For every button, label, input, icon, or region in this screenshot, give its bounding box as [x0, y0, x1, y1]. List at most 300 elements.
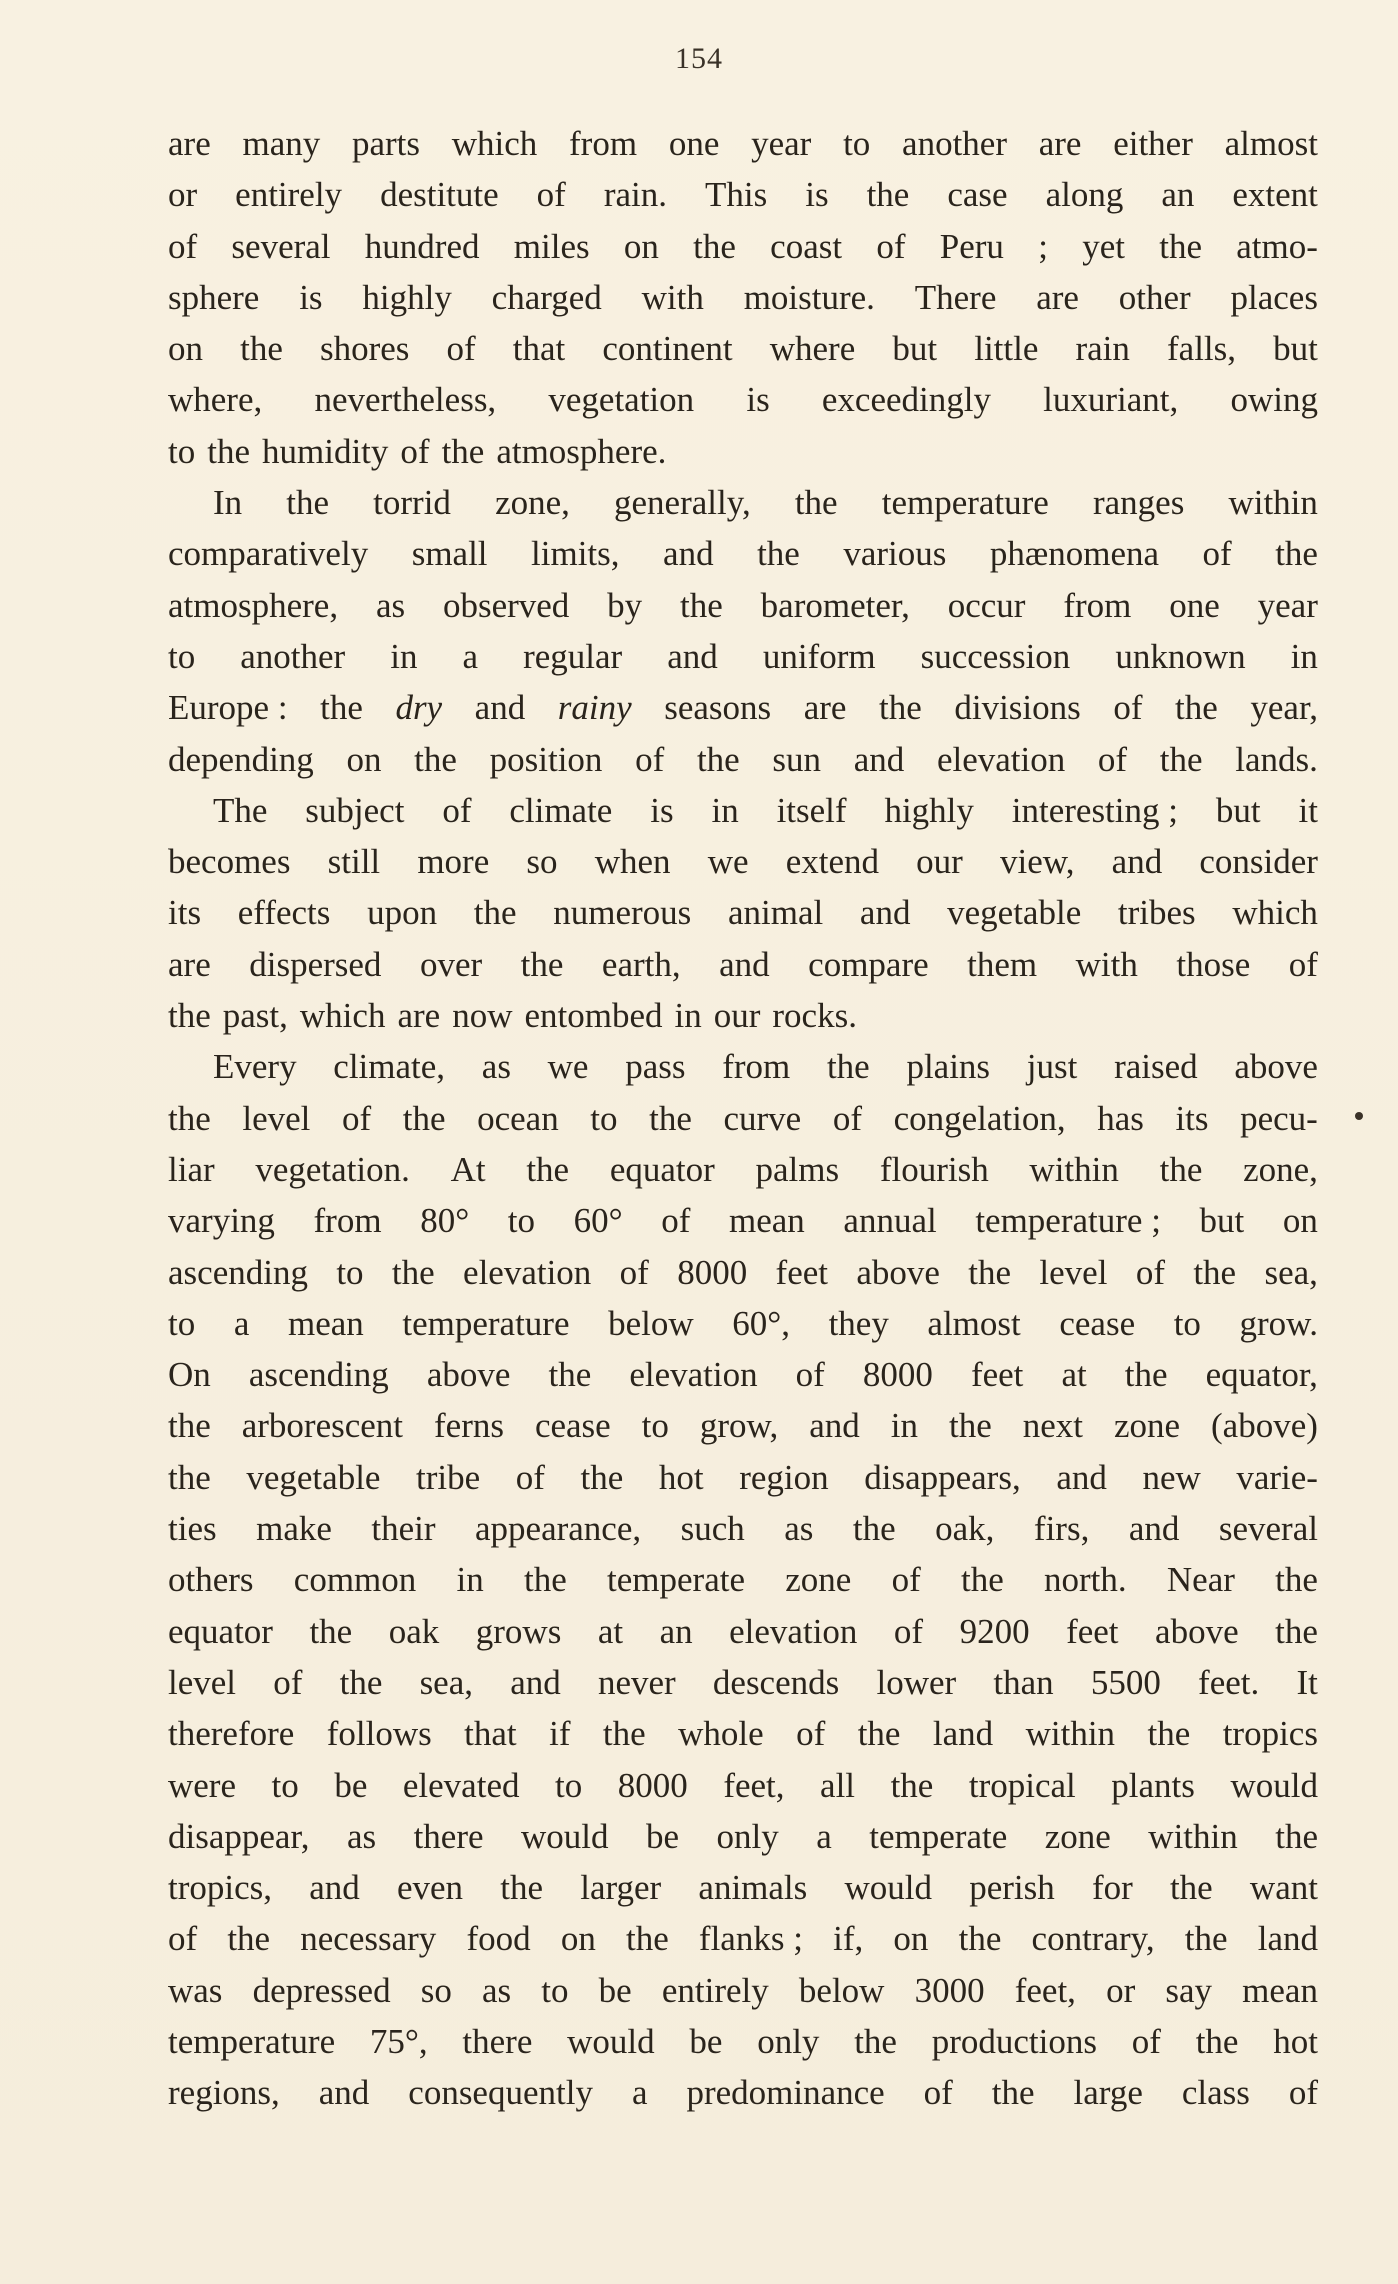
word: yet [1082, 226, 1125, 266]
word: of [273, 1662, 303, 1702]
word: sphere [168, 277, 260, 317]
text-line [168, 1144, 1318, 1195]
word: is [746, 380, 770, 420]
word: 60° [573, 1201, 623, 1241]
word: to [1173, 1303, 1201, 1343]
word: animal [727, 893, 824, 933]
word: perish [969, 1868, 1055, 1908]
word: but [1199, 1201, 1245, 1241]
word: still [327, 842, 381, 882]
word: In [213, 483, 243, 523]
word: temperate [607, 1560, 745, 1600]
word: and [474, 688, 526, 728]
word: Europe : [168, 688, 288, 728]
text-line [168, 990, 1318, 1041]
word: that [464, 1714, 517, 1754]
word: and [510, 1662, 561, 1702]
word: it [1298, 790, 1318, 830]
word: as [482, 1970, 512, 2010]
word: them [967, 944, 1038, 984]
word: those [1176, 944, 1251, 984]
word: equator [609, 1149, 715, 1189]
word: grows [475, 1611, 562, 1651]
text-line [168, 1195, 1318, 1246]
word: level [242, 1098, 311, 1138]
word: curve [723, 1098, 802, 1138]
word: in [711, 790, 739, 830]
word: and [1056, 1457, 1107, 1497]
word: feet, [723, 1765, 785, 1805]
word: of [1202, 534, 1232, 574]
word: at [1061, 1355, 1087, 1395]
word: succession [920, 636, 1071, 676]
word: climate [509, 790, 613, 830]
word: more [417, 842, 490, 882]
text-line [168, 1093, 1318, 1144]
word: upon [367, 893, 438, 933]
word: the [757, 534, 800, 574]
text-line [168, 323, 1318, 374]
word: would [521, 1816, 609, 1856]
text-line [168, 1400, 1318, 1451]
word: the [1195, 2021, 1239, 2061]
text-line [168, 734, 1318, 785]
word: the [441, 431, 485, 471]
word: dispersed [249, 944, 382, 984]
word: others [168, 1560, 254, 1600]
text-line [168, 2067, 1318, 2118]
word: from [313, 1201, 382, 1241]
word: the [168, 1406, 211, 1446]
word: atmo- [1236, 226, 1318, 266]
word: above [1155, 1611, 1239, 1651]
word: land [932, 1714, 994, 1754]
text-line [168, 1503, 1318, 1554]
word: 80° [420, 1201, 470, 1241]
word: by [607, 585, 643, 625]
text-line [168, 169, 1318, 220]
word: and [859, 893, 911, 933]
word: the [1159, 739, 1203, 779]
word: hundred [364, 226, 480, 266]
word: be [689, 2021, 723, 2061]
word: of [923, 2073, 953, 2113]
word: tropics, [168, 1868, 273, 1908]
word: from [722, 1047, 791, 1087]
word: entirely [235, 175, 343, 215]
word: parts [351, 124, 421, 163]
word: was [168, 1970, 223, 2010]
word: the [968, 1252, 1012, 1292]
word: or [168, 175, 198, 215]
word: only [757, 2021, 820, 2061]
word: the [240, 329, 283, 369]
word: would [1230, 1765, 1318, 1805]
word: which [451, 124, 538, 163]
word: on [168, 329, 203, 369]
word: the [1175, 688, 1218, 728]
word: is [650, 790, 674, 830]
word: the [1124, 1355, 1168, 1395]
word: almost [927, 1303, 1021, 1343]
word: animals [698, 1868, 808, 1908]
word: large [1073, 2073, 1143, 2113]
word: where, [168, 380, 263, 420]
word: grow. [1239, 1303, 1318, 1343]
word: dry [395, 688, 443, 728]
word: pecu- [1240, 1098, 1318, 1138]
text-line [168, 1811, 1318, 1862]
word: congelation, [893, 1098, 1066, 1138]
word: as [375, 585, 406, 625]
word: of [446, 329, 476, 369]
word: just [1026, 1047, 1078, 1087]
word: the [524, 1560, 567, 1600]
word: plants [1111, 1765, 1195, 1805]
word: say [1165, 1970, 1213, 2010]
word: owing [1230, 380, 1318, 420]
word: a [631, 2073, 648, 2113]
word: of [1097, 739, 1128, 779]
word: falls, [1167, 329, 1237, 369]
word: firs, [1033, 1509, 1090, 1549]
word: palms [755, 1149, 840, 1189]
word: predominance [686, 2073, 885, 2113]
word: zone, [495, 483, 570, 523]
word: the [520, 944, 564, 984]
word: such [680, 1509, 745, 1549]
word: becomes [168, 842, 291, 882]
word: there [462, 2021, 533, 2061]
word: oak, [935, 1509, 995, 1549]
word: unknown [1115, 636, 1246, 676]
word: zone [1044, 1816, 1111, 1856]
text-line [168, 1862, 1318, 1913]
word: destitute [380, 175, 499, 215]
word: 5500 [1090, 1662, 1161, 1702]
word: elevation [463, 1252, 592, 1292]
word: feet. [1198, 1662, 1260, 1702]
word: be [646, 1816, 680, 1856]
word: to [843, 124, 871, 163]
word: as [481, 1047, 511, 1087]
word: moisture. [743, 277, 875, 317]
word: if [549, 1714, 571, 1754]
word: the [991, 2073, 1035, 2113]
word: with [641, 277, 704, 317]
word: There [914, 277, 997, 317]
word: ; [1038, 226, 1048, 266]
word: the [1159, 226, 1202, 266]
word: raised [1114, 1047, 1198, 1087]
word: the [854, 2021, 897, 2061]
word: annual [843, 1201, 937, 1241]
word: a [816, 1816, 832, 1856]
word: one [1169, 585, 1220, 625]
word: above [856, 1252, 940, 1292]
word: extend [785, 842, 879, 882]
word: tropics [1222, 1714, 1318, 1754]
word: extent [1232, 175, 1318, 215]
text-line [168, 1452, 1318, 1503]
word: so [526, 842, 558, 882]
word: sun [772, 739, 822, 779]
word: and [309, 1868, 360, 1908]
word: when [594, 842, 671, 882]
word: At [450, 1149, 486, 1189]
word: entombed [524, 996, 663, 1036]
word: within [1029, 1149, 1119, 1189]
word: in [1290, 636, 1318, 676]
word: another [902, 124, 1007, 163]
word: over [419, 944, 483, 984]
word: It [1296, 1662, 1318, 1702]
word: rainy [557, 688, 632, 728]
word: of [661, 1201, 691, 1241]
word: uniform [762, 636, 876, 676]
word: are [168, 944, 211, 984]
word: a [233, 1303, 250, 1343]
word: the [890, 1765, 934, 1805]
word: of [796, 1714, 826, 1754]
word: which [1232, 893, 1318, 933]
word: of [400, 431, 430, 471]
word: numerous [553, 893, 692, 933]
word: level [168, 1662, 237, 1702]
word: subject [305, 790, 405, 830]
word: 75°, [369, 2021, 428, 2061]
text-line [168, 1554, 1318, 1605]
word: vegetation [548, 380, 695, 420]
word: the [1275, 1611, 1318, 1651]
word: zone [785, 1560, 852, 1600]
word: but [1273, 329, 1318, 369]
word: observed [442, 585, 570, 625]
word: coast [770, 226, 843, 266]
text-line [168, 1041, 1318, 1092]
word: the [548, 1355, 592, 1395]
word: temperature [402, 1303, 570, 1343]
word: along [1045, 175, 1124, 215]
word: we [547, 1047, 589, 1087]
word: to [590, 1098, 618, 1138]
word: luxuriant, [1043, 380, 1179, 420]
word: would [567, 2021, 655, 2061]
word: only [716, 1816, 779, 1856]
word: level [1039, 1252, 1108, 1292]
word: want [1249, 1868, 1318, 1908]
text-line [168, 118, 1318, 169]
margin-mark [1355, 1112, 1363, 1120]
word: are [1036, 277, 1079, 317]
word: effects [237, 893, 331, 933]
text-line [168, 272, 1318, 323]
word: temperature [881, 483, 1049, 523]
word: the [857, 1714, 901, 1754]
word: food [466, 1919, 531, 1959]
word: but [1215, 790, 1261, 830]
text-line [168, 631, 1318, 682]
word: continent [602, 329, 733, 369]
word: all [820, 1765, 856, 1805]
word: phænomena [989, 534, 1160, 574]
word: sea, [419, 1662, 474, 1702]
word: of [1113, 688, 1143, 728]
word: compare [808, 944, 929, 984]
word: now [452, 996, 513, 1036]
word: torrid [373, 483, 451, 523]
word: the [696, 739, 740, 779]
text-line [168, 1606, 1318, 1657]
word: elevation [729, 1611, 858, 1651]
word: the [309, 1611, 353, 1651]
word: necessary [300, 1919, 437, 1959]
word: of [1131, 2021, 1161, 2061]
word: of [1288, 2073, 1318, 2113]
word: year [751, 124, 812, 163]
word: they [828, 1303, 889, 1343]
word: 8000 [617, 1765, 688, 1805]
word: climate, [333, 1047, 446, 1087]
word: hot [1273, 2021, 1318, 2061]
word: if, [833, 1919, 864, 1959]
word: within [1228, 483, 1318, 523]
word: the [1193, 1252, 1237, 1292]
word: an [659, 1611, 693, 1651]
word: flourish [879, 1149, 989, 1189]
word: interesting ; [1011, 790, 1178, 830]
word: 60°, [732, 1303, 790, 1343]
word: to [507, 1201, 536, 1241]
word: past, [222, 996, 288, 1036]
word: tribe [416, 1457, 481, 1497]
word: occur [947, 585, 1026, 625]
word: to [168, 431, 196, 471]
word: depending [168, 739, 314, 779]
word: to [271, 1765, 299, 1805]
word: position [489, 739, 603, 779]
word: feet, [1014, 1970, 1076, 2010]
word: Every [213, 1047, 297, 1087]
text-line [168, 580, 1318, 631]
text-line [168, 1708, 1318, 1759]
word: on [893, 1919, 929, 1959]
page-number: 154 [675, 42, 723, 75]
word: flanks ; [698, 1919, 803, 1959]
word: the [1275, 1816, 1318, 1856]
word: shores [319, 329, 410, 369]
word: various [843, 534, 947, 574]
word: sea, [1264, 1252, 1318, 1292]
word: 8000 [862, 1355, 933, 1395]
word: the [649, 1098, 692, 1138]
word: region [739, 1457, 829, 1497]
word: highly [362, 277, 452, 317]
word: 9200 [959, 1611, 1030, 1651]
word: the [526, 1149, 570, 1189]
word: the [500, 1868, 544, 1908]
word: the [693, 226, 736, 266]
word: on [1282, 1201, 1318, 1241]
word: are [1038, 124, 1082, 163]
word: ascending [168, 1252, 308, 1292]
word: new [1142, 1457, 1201, 1497]
word: of [536, 175, 566, 215]
word: Near [1166, 1560, 1235, 1600]
word: and [809, 1406, 860, 1446]
word: arborescent [241, 1406, 404, 1446]
word: the [320, 688, 363, 728]
word: several [1218, 1509, 1318, 1549]
word: the [625, 1919, 669, 1959]
word: where [769, 329, 856, 369]
word: the [580, 1457, 624, 1497]
word: and [1128, 1509, 1180, 1549]
word: the [948, 1406, 992, 1446]
word: that [512, 329, 566, 369]
body-text [168, 118, 1318, 2119]
word: north. [1044, 1560, 1127, 1600]
word: the [402, 1098, 446, 1138]
word: of [891, 1560, 921, 1600]
word: ferns [434, 1406, 504, 1446]
word: mean [729, 1201, 805, 1241]
word: zone [1113, 1406, 1181, 1446]
word: the [960, 1560, 1004, 1600]
text-line [168, 1965, 1318, 2016]
word: case [947, 175, 1008, 215]
word: equator, [1205, 1355, 1318, 1395]
word: our [916, 842, 963, 882]
word: common [293, 1560, 417, 1600]
text-line [168, 836, 1318, 887]
word: of [893, 1611, 924, 1651]
word: but [892, 329, 938, 369]
word: the [1275, 1560, 1318, 1600]
text-line [168, 426, 1318, 477]
word: of [795, 1355, 825, 1395]
word: exceedingly [821, 380, 991, 420]
word: feet [970, 1355, 1024, 1395]
word: (above) [1211, 1406, 1318, 1446]
word: several [231, 226, 331, 266]
word: the [1184, 1919, 1228, 1959]
word: elevation [629, 1355, 758, 1395]
word: elevated [402, 1765, 520, 1805]
text-line [168, 1349, 1318, 1400]
word: rain. [603, 175, 667, 215]
word: mean [1242, 1970, 1318, 2010]
word: the [794, 483, 838, 523]
word: for [1091, 1868, 1133, 1908]
word: the [227, 1919, 271, 1959]
text-line [168, 1657, 1318, 1708]
word: were [168, 1765, 237, 1805]
word: view, [999, 842, 1075, 882]
word: is [299, 277, 323, 317]
word: to [641, 1406, 669, 1446]
word: ties [168, 1509, 217, 1549]
text-line [168, 1913, 1318, 1964]
word: contrary, [1031, 1919, 1155, 1959]
word: its [168, 893, 202, 933]
word: and [667, 636, 718, 676]
word: varying [168, 1201, 275, 1241]
word: of [442, 790, 472, 830]
word: to [336, 1252, 364, 1292]
word: is [805, 175, 829, 215]
word: from [569, 124, 638, 163]
